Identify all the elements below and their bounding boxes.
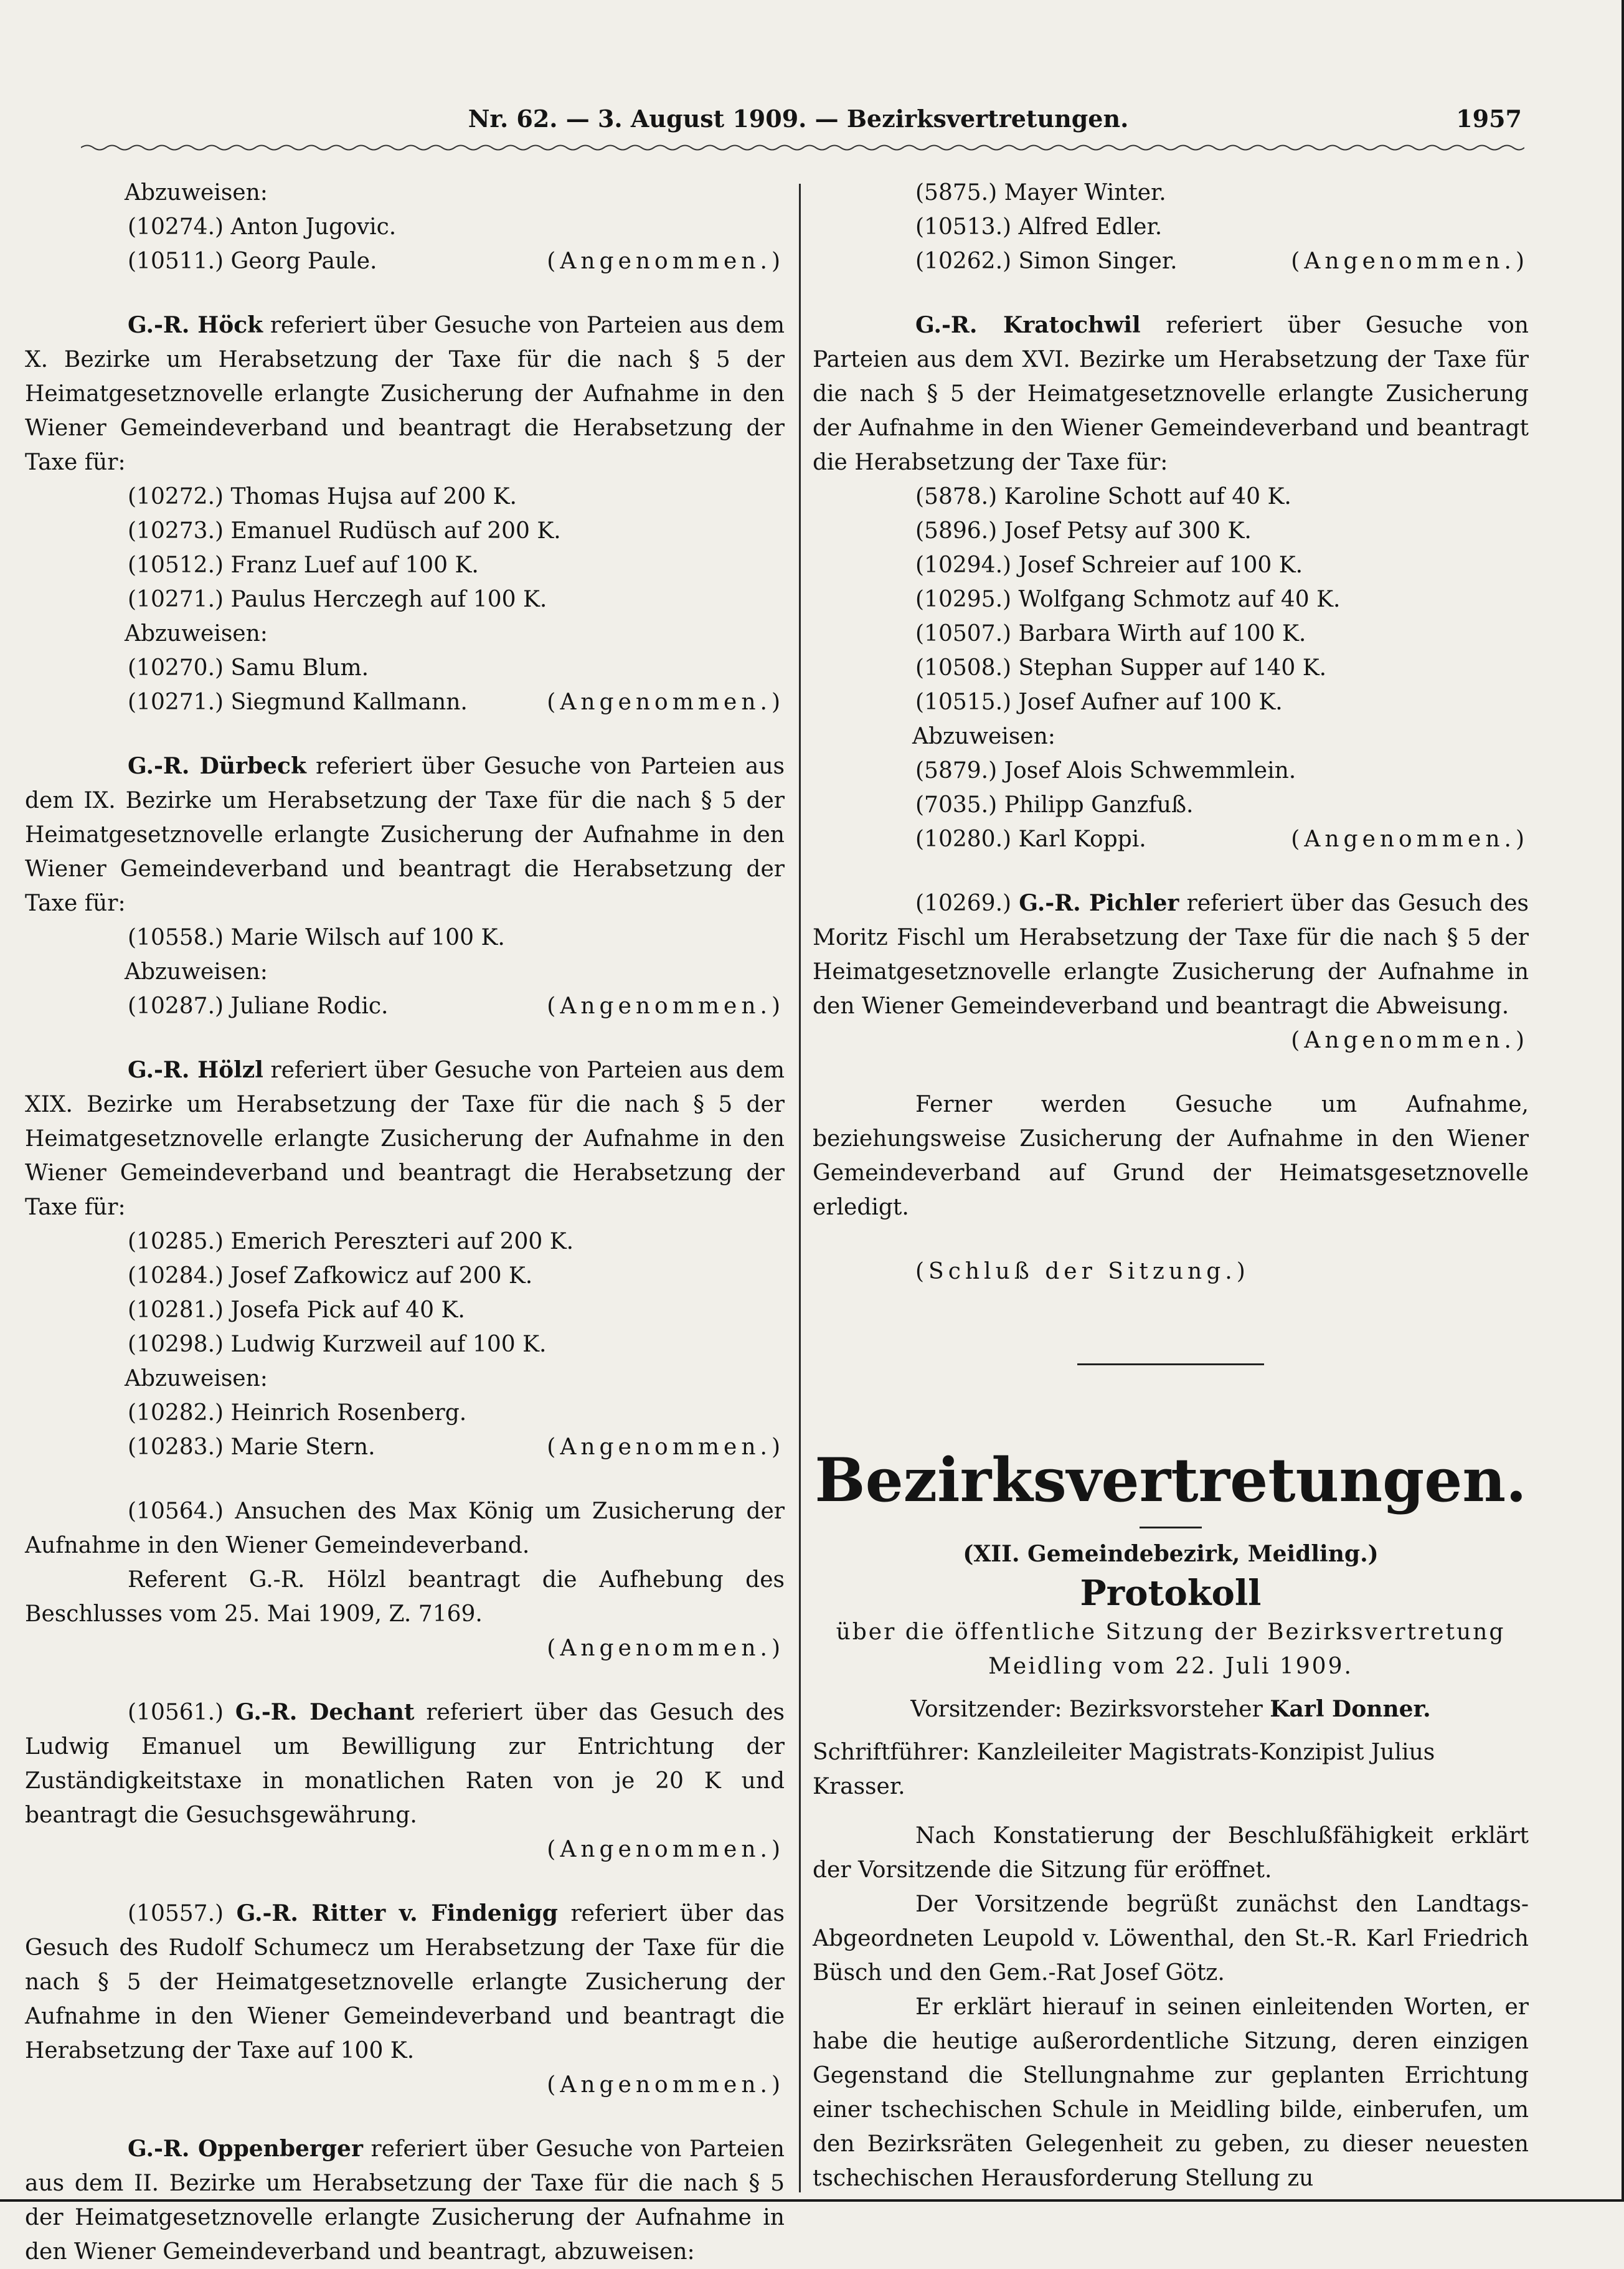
chair-name: Karl Donner. — [1270, 1696, 1431, 1722]
section-text: (10564.) Ansuchen des Max König um Zusicherung der Aufnahme in den Wiener Gemeindeverband. — [25, 1499, 785, 1558]
list-item: (10295.) Wolfgang Schmotz auf 40 K. — [915, 587, 1341, 612]
file-number: (10557.) — [128, 1901, 224, 1926]
section-text: referiert über Gesuche von Parteien aus dem II. Bezirke um Herabsetzung der Taxe für die nach § 5 der Heimatgesetznovelle erlangte Zusicherung der Aufnahme in den Wiener Gemeindeverband und beantragt, abzuweisen: — [25, 2136, 785, 2265]
speaker-name: G.-R. Pichler — [1019, 890, 1179, 916]
list-item: (10515.) Josef Aufner auf 100 K. — [915, 689, 1283, 715]
list-item: (10508.) Stephan Supper auf 140 K. — [915, 655, 1327, 681]
list-item: (10513.) Alfred Edler. — [915, 214, 1163, 240]
district-heading: (XII. Gemeindebezirk, Meidling.) — [963, 1541, 1379, 1567]
chair-label: Vorsitzender: Bezirksvorsteher — [910, 1697, 1263, 1722]
status-accepted: (Angenommen.) — [547, 993, 785, 1019]
file-number: (10561.) — [128, 1700, 224, 1725]
section-text: referiert über das Gesuch des Ludwig Emanuel um Bewilligung zur Entrichtung der Zuständigkeitstaxe in monatlichen Raten von je 20 K und beantragt die Gesuchsgewährung. — [25, 1700, 785, 1828]
status-row — [25, 1631, 785, 1665]
section-hoeck — [25, 308, 785, 719]
list-item-row — [813, 822, 1529, 856]
list-item: (10285.) Emerich Pereszteгi auf 200 K. — [128, 1229, 574, 1254]
section-text: referiert über Gesuche von Parteien aus dem XIX. Bezirke um Herabsetzung der Taxe für die nach § 5 der Heimatgesetznovelle erlangte Zusicherung der Aufnahme in den Wiener Gemeindeverband und beantragt die Herabsetzung der Taxe für: — [25, 1058, 785, 1220]
list-item: (10280.) Karl Koppi. — [915, 827, 1146, 852]
list-item: (10262.) Simon Singer. — [915, 249, 1178, 274]
status-accepted: (Angenommen.) — [547, 689, 785, 715]
list-item: (10271.) Siegmund Kallmann. — [128, 689, 468, 715]
list-item: (10274.) Anton Jugovic. — [128, 214, 397, 240]
section-text: referiert über Gesuche von Parteien aus dem IX. Bezirke um Herabsetzung der Taxe für die nach § 5 der Heimatgesetznovelle erlangte Zusicherung der Aufnahme in den Wiener Gemeindeverband und beantragt die Herabsetzung der Taxe für: — [25, 754, 785, 916]
list-item: (10511.) Georg Paule. — [128, 249, 377, 274]
page-number: 1957 — [1456, 105, 1522, 133]
section-text: referiert über das Gesuch des Moritz Fischl um Herabsetzung der Taxe für die nach § 5 der Heimatgesetznovelle erlangte Zusicherung der Aufnahme in den Wiener Gemeindeverband und beantragt die Abweisung. — [813, 891, 1529, 1019]
section-heading: Bezirksvertretungen. — [814, 1445, 1527, 1515]
reject-label: Abzuweisen: — [912, 724, 1055, 749]
speaker-name: G.-R. Höck — [128, 312, 263, 338]
status-accepted: (Angenommen.) — [547, 2072, 785, 2098]
status-accepted: (Angenommen.) — [547, 1837, 785, 1862]
list-item: (10273.) Emanuel Rudüsch auf 200 K. — [128, 518, 561, 544]
section-hoelzl — [25, 1053, 785, 1464]
paragraph: Nach Konstatierung der Beschlußfähigkeit erklärt der Vorsitzende die Sitzung für eröffnet. — [813, 1823, 1529, 1883]
list-item: (10294.) Josef Schreier auf 100 K. — [915, 552, 1303, 578]
reject-label: Abzuweisen: — [125, 621, 268, 647]
heading-rule — [1140, 1527, 1202, 1528]
list-item-row — [25, 989, 785, 1023]
list-item: (10298.) Ludwig Kurzweil auf 100 K. — [128, 1332, 547, 1357]
status-row — [25, 1832, 785, 1867]
list-item-row — [25, 244, 785, 278]
speaker-name: G.-R. Oppenberger — [128, 2136, 363, 2162]
right-column — [813, 176, 1529, 2196]
paragraph: Er erklärt hierauf in seinen einleitenden Worten, er habe die heutige außerordentliche Sitzung, deren einzigen Gegenstand die Stellungnahme zur geplanten Errichtung einer tschechischen Schule in Meidling bilde, einberufen, um den Bezirksräten Gelegenheit zu geben, zu dieser neuesten tschechischen Herausforderung Stellung zu — [813, 1994, 1529, 2191]
status-accepted: (Angenommen.) — [547, 249, 785, 274]
list-item: (10558.) Marie Wilsch auf 100 K. — [128, 925, 505, 950]
left-column — [25, 176, 785, 2269]
list-item: (10270.) Samu Blum. — [128, 655, 369, 681]
status-accepted: (Angenommen.) — [1291, 249, 1529, 274]
status-row — [813, 1023, 1529, 1058]
list-item: (10287.) Juliane Rodic. — [128, 993, 389, 1019]
list-item: (10284.) Josef Zafkowicz auf 200 K. — [128, 1263, 533, 1289]
section-text: Referent G.-R. Hölzl beantragt die Aufhebung des Beschlusses vom 25. Mai 1909, Z. 7169. — [25, 1567, 785, 1627]
reject-label: Abzuweisen: — [125, 180, 268, 206]
speaker-name: G.-R. Ritter v. Findenigg — [236, 1900, 558, 1926]
list-item: (10507.) Barbara Wirth auf 100 K. — [915, 621, 1306, 647]
reject-label: Abzuweisen: — [125, 1366, 268, 1391]
protocol-heading: Protokoll — [1080, 1573, 1262, 1614]
list-item: (10281.) Josefa Pick auf 40 K. — [128, 1297, 465, 1323]
status-accepted: (Angenommen.) — [1291, 1028, 1529, 1053]
section-duerbeck — [25, 749, 785, 1023]
section-text: Ferner werden Gesuche um Aufnahme, beziehungsweise Zusicherung der Aufnahme in den Wiener Gemeindeverband auf Grund der Heimatsgesetznovelle erledigt. — [813, 1092, 1529, 1220]
status-accepted: (Angenommen.) — [1291, 827, 1529, 852]
list-item: (5875.) Mayer Winter. — [915, 180, 1166, 206]
speaker-name: G.-R. Dürbeck — [128, 753, 306, 779]
status-accepted: (Angenommen.) — [547, 1434, 785, 1460]
list-item: (10282.) Heinrich Rosenberg. — [128, 1400, 467, 1426]
section-oppenberger — [25, 2132, 785, 2269]
list-item: (10512.) Franz Luef auf 100 K. — [128, 552, 479, 578]
list-item: (7035.) Philipp Ganzfuß. — [915, 792, 1194, 818]
section-koenig — [25, 1494, 785, 1665]
column-divider — [799, 184, 801, 2192]
section-text: referiert über das Gesuch des Rudolf Schumecz um Herabsetzung der Taxe für die nach § 5 der Heimatgesetznovelle erlangte Zusicherung der Aufnahme in den Wiener Gemeindeverband und beantragt die Herabsetzung der Taxe auf 100 K. — [25, 1901, 785, 2063]
header-wavy-rule — [81, 143, 1524, 152]
section-text: referiert über Gesuche von Parteien aus dem X. Bezirke um Herabsetzung der Taxe für die nach § 5 der Heimatgesetznovelle erlangte Zusicherung der Aufnahme in den Wiener Gemeindeverband und beantragt die Herabsetzung der Taxe für: — [25, 313, 785, 475]
section-pichler — [813, 886, 1529, 1058]
list-item-row — [813, 244, 1529, 278]
secretary-line: Schriftführer: Kanzleileiter Magistrats-Konzipist Julius Krasser. — [813, 1740, 1435, 1799]
list-item: (5878.) Karoline Schott auf 40 K. — [915, 484, 1291, 509]
section-kratochwil — [813, 308, 1529, 856]
section-text: referiert über Gesuche von Parteien aus dem XVI. Bezirke um Herabsetzung der Taxe für die nach § 5 der Heimatgesetznovelle erlangte Zusicherung der Aufnahme in den Wiener Gemeindeverband und beantragt die Herabsetzung der Taxe für: — [813, 313, 1529, 475]
list-item: (10271.) Paulus Herczegh auf 100 K. — [128, 587, 547, 612]
protocol-subtitle: über die öffentliche Sitzung der Bezirksvertretung — [836, 1619, 1506, 1645]
section-dechant — [25, 1695, 785, 1867]
status-accepted: (Angenommen.) — [547, 1636, 785, 1661]
list-item-row — [25, 685, 785, 719]
status-row — [25, 2068, 785, 2102]
list-item: (10272.) Thomas Hujsa auf 200 K. — [128, 484, 517, 509]
speaker-name: G.-R. Hölzl — [128, 1057, 263, 1083]
speaker-name: G.-R. Dechant — [235, 1699, 415, 1725]
session-end: (Schluß der Sitzung.) — [915, 1259, 1250, 1284]
protocol-date: Meidling vom 22. Juli 1909. — [988, 1654, 1353, 1679]
list-item-row — [25, 1430, 785, 1464]
file-number: (10269.) — [915, 891, 1012, 916]
list-item: (5879.) Josef Alois Schwemmlein. — [915, 758, 1296, 784]
reject-label: Abzuweisen: — [125, 959, 268, 985]
speaker-name: G.-R. Kratochwil — [915, 312, 1141, 338]
list-item: (10283.) Marie Stern. — [128, 1434, 375, 1460]
header-title: Nr. 62. — 3. August 1909. — Bezirksvertretungen. — [468, 105, 1129, 133]
paragraph: Der Vorsitzende begrüßt zunächst den Landtags-Abgeordneten Leupold v. Löwenthal, den St.-R. Karl Friedrich Büsch und den Gem.-Rat Josef Götz. — [813, 1892, 1529, 1986]
section-findenigg — [25, 1897, 785, 2102]
section-carryover — [25, 176, 785, 278]
list-item: (5896.) Josef Petsy auf 300 K. — [915, 518, 1252, 544]
section-carryover-right — [813, 176, 1529, 278]
page-header — [75, 105, 1522, 142]
